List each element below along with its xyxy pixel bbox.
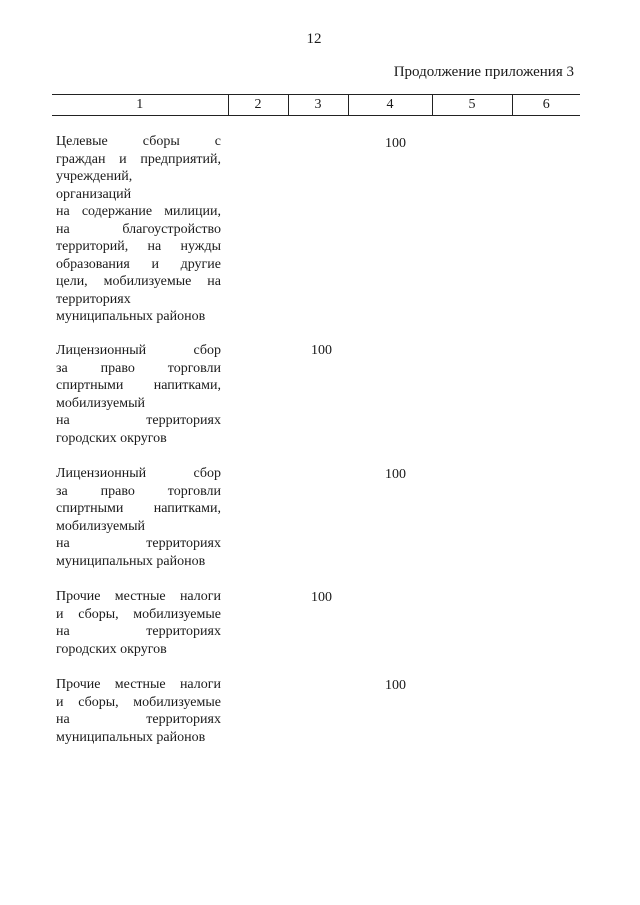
table-row-label: Лицензионный сбор за право торговли спиртными напитками, мобилизуемый на территориях муниципальных районов: [56, 466, 221, 569]
column-header-1: 1: [52, 95, 228, 116]
appendix-continuation-note: Продолжение приложения 3: [393, 64, 574, 80]
table-row-label: Лицензионный сбор за право торговли спиртными напитками, мобилизуемый на территориях городских округов: [56, 343, 221, 446]
table-cell-col4: 100: [385, 467, 406, 482]
page-number: 12: [306, 31, 322, 47]
column-header-4: 4: [348, 95, 432, 116]
table-row-label: Прочие местные налоги и сборы, мобилизуемые на территориях муниципальных районов: [56, 677, 221, 745]
column-header-row: [52, 95, 580, 116]
column-header-table: [52, 94, 580, 116]
table-cell-col3: 100: [311, 590, 332, 605]
column-header-2: 2: [228, 95, 288, 116]
column-header-5: 5: [432, 95, 512, 116]
table-cell-col4: 100: [385, 136, 406, 151]
column-header-6: 6: [512, 95, 580, 116]
column-header-3: 3: [288, 95, 348, 116]
table-row-label: Целевые сборы с граждан и предприятий, учреждений, организаций на содержание милиции, на благоустройство территорий, на нужды образования и другие цели, мобилизуемые на территориях муниципальных районов: [56, 134, 221, 324]
table-cell-col3: 100: [311, 343, 332, 358]
table-row-label: Прочие местные налоги и сборы, мобилизуемые на территориях городских округов: [56, 589, 221, 657]
table-cell-col4: 100: [385, 678, 406, 693]
